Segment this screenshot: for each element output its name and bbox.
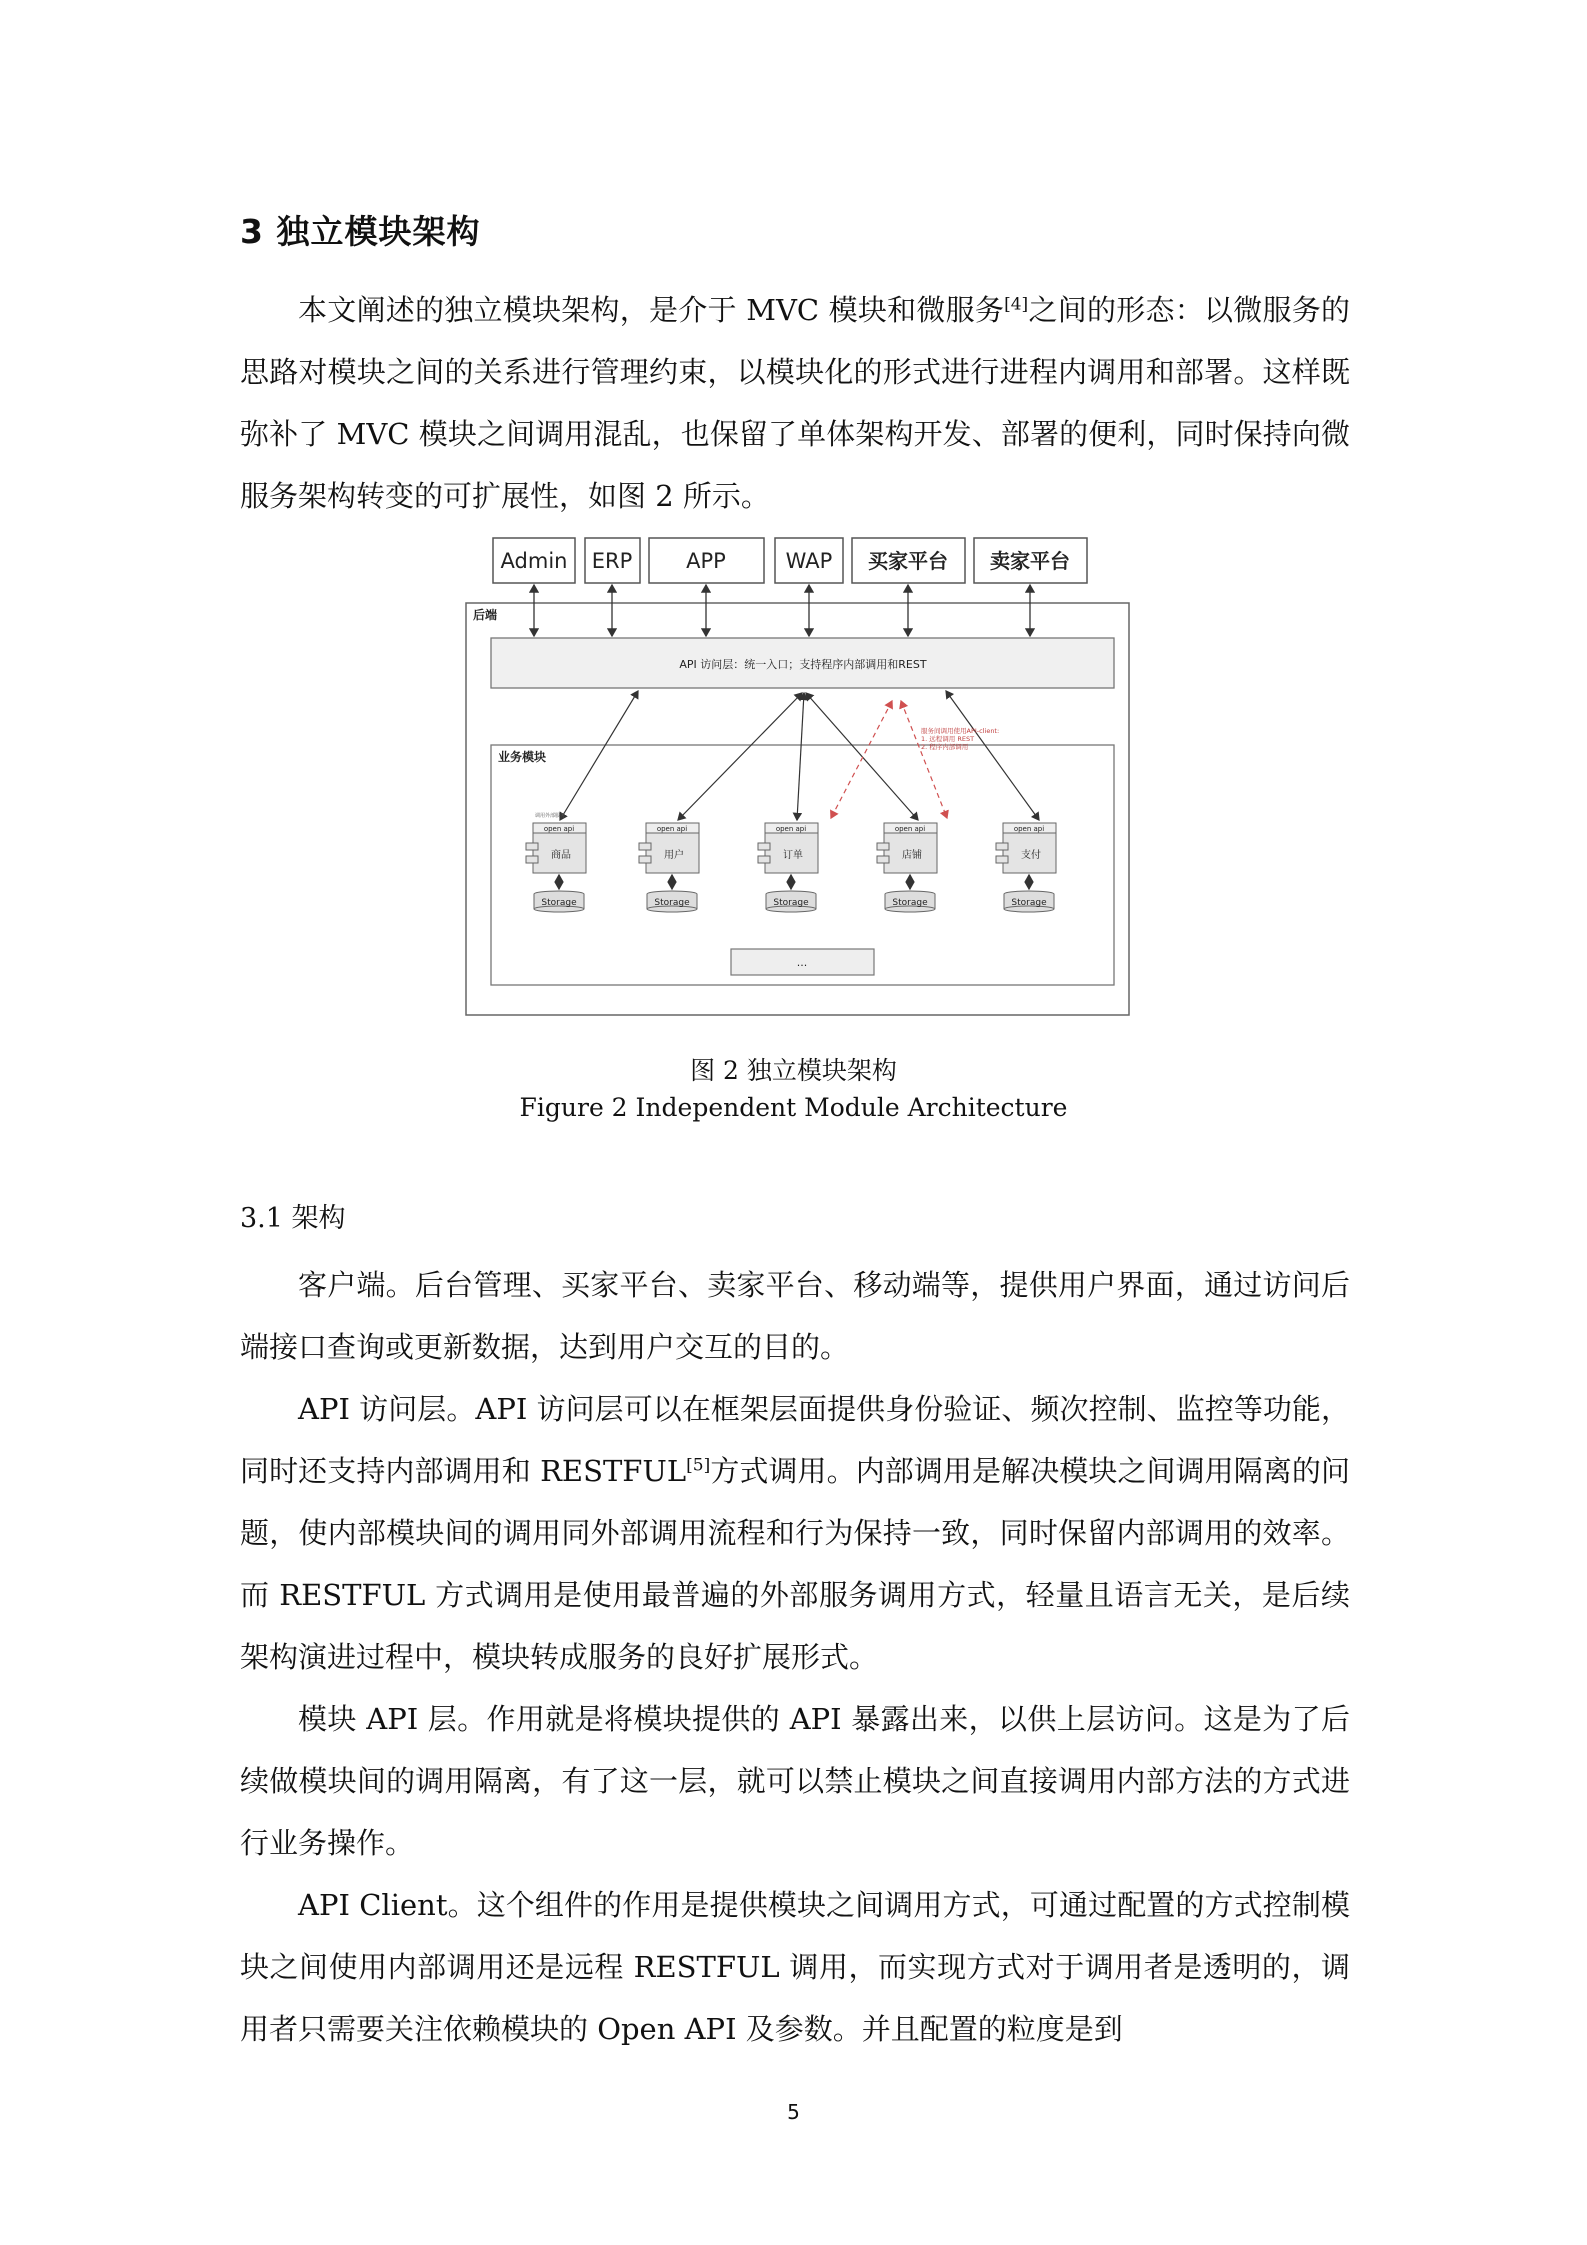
open-api-label: open api — [543, 825, 575, 833]
paragraph-client: 客户端。后台管理、买家平台、卖家平台、移动端等，提供用户界面，通过访问后端接口查询或更新数据，达到用户交互的目的。 — [240, 1268, 1350, 1364]
module-goods — [526, 823, 586, 912]
storage-label-shop: Storage — [892, 898, 928, 908]
client-label-erp: ERP — [591, 549, 633, 573]
module-label-order: 订单 — [783, 850, 803, 861]
client-label-seller: 卖家平台 — [990, 549, 1070, 573]
api-client-note-line1: 服务间调用使用API-client: — [921, 727, 1000, 735]
api-layer-text-b: 方式调用。内部调用是解决模块之间调用隔离的问题，使内部模块间的调用同外部调用流程和行为保持一致，同时保留内部调用的效率。而 RESTFUL 方式调用是使用最普遍的外部服务调用方式，轻量且语言无关，是后续架构演进过程中，模块转成服务的良好扩展形式。 — [240, 1454, 1350, 1674]
client-label-admin: Admin — [500, 549, 568, 573]
api-client-note-line2: 1. 远程调用 REST — [921, 735, 975, 743]
storage-label-goods: Storage — [541, 898, 577, 908]
module-order — [758, 823, 818, 912]
storage-label-user: Storage — [654, 898, 690, 908]
module-label-goods: 商品 — [551, 850, 571, 861]
backend-label: 后端 — [473, 608, 498, 622]
client-label-app: APP — [686, 549, 726, 573]
storage-label-order: Storage — [773, 898, 809, 908]
page-number: 5 — [787, 2100, 800, 2124]
intro-text-b: 之间的形态：以微服务的思路对模块之间的关系进行管理约束，以模块化的形式进行进程内调用和部署。这样既弥补了 MVC 模块之间调用混乱，也保留了单体架构开发、部署的便利，同时保持向微服务架构转变的可扩展性，如图 2 所示。 — [240, 293, 1350, 513]
paragraph-api-layer — [240, 1378, 1350, 1688]
storage-label-payment: Storage — [1011, 898, 1047, 908]
client-label-buyer: 买家平台 — [868, 549, 948, 573]
api-layer-label: API 访问层：统一入口；支持程序内部调用和REST — [679, 658, 927, 671]
module-label-user: 用户 — [664, 850, 684, 861]
module-user — [639, 823, 699, 912]
open-api-label: open api — [894, 825, 926, 833]
open-api-label: open api — [775, 825, 807, 833]
open-api-label: open api — [1013, 825, 1045, 833]
paragraph-api-client: API Client。这个组件的作用是提供模块之间调用方式，可通过配置的方式控制模块之间使用内部调用还是远程 RESTFUL 调用，而实现方式对于调用者是透明的，调用者只需要关注依赖模块的 Open API 及参数。并且配置的粒度是到 — [240, 1888, 1350, 2046]
module-label-shop: 店铺 — [902, 850, 922, 861]
small-note: 调用外部服务 — [535, 813, 566, 819]
module-payment — [996, 823, 1056, 912]
intro-paragraph — [240, 279, 1350, 527]
business-label: 业务模块 — [498, 750, 547, 764]
subsection-heading: 3.1 架构 — [240, 1203, 346, 1234]
figure-caption-en: Figure 2 Independent Module Architecture — [519, 1093, 1068, 1122]
paragraph-module-api: 模块 API 层。作用就是将模块提供的 API 暴露出来，以供上层访问。这是为了后续做模块间的调用隔离，有了这一层，就可以禁止模块之间直接调用内部方法的方式进行业务操作。 — [240, 1702, 1350, 1860]
module-shop — [877, 823, 937, 912]
intro-text-a: 本文阐述的独立模块架构，是介于 MVC 模块和微服务 — [298, 293, 1005, 327]
api-client-note-line3: 2. 程序内部调用 — [921, 743, 969, 751]
section-heading: 3 独立模块架构 — [240, 212, 481, 251]
architecture-diagram-svg — [463, 533, 1132, 1017]
figure-caption-cn: 图 2 独立模块架构 — [690, 1056, 897, 1085]
citation-4: [4] — [1004, 294, 1029, 315]
client-boxes — [493, 538, 1087, 583]
client-label-wap: WAP — [785, 549, 833, 573]
more-modules-label: ... — [796, 956, 808, 969]
open-api-label: open api — [656, 825, 688, 833]
architecture-diagram — [463, 533, 1132, 1017]
module-label-payment: 支付 — [1021, 850, 1041, 861]
api-layer-text-a: API 访问层。API 访问层可以在框架层面提供身份验证、频次控制、监控等功能，同时还支持内部调用和 RESTFUL — [240, 1392, 1350, 1488]
citation-5: [5] — [686, 1455, 711, 1476]
